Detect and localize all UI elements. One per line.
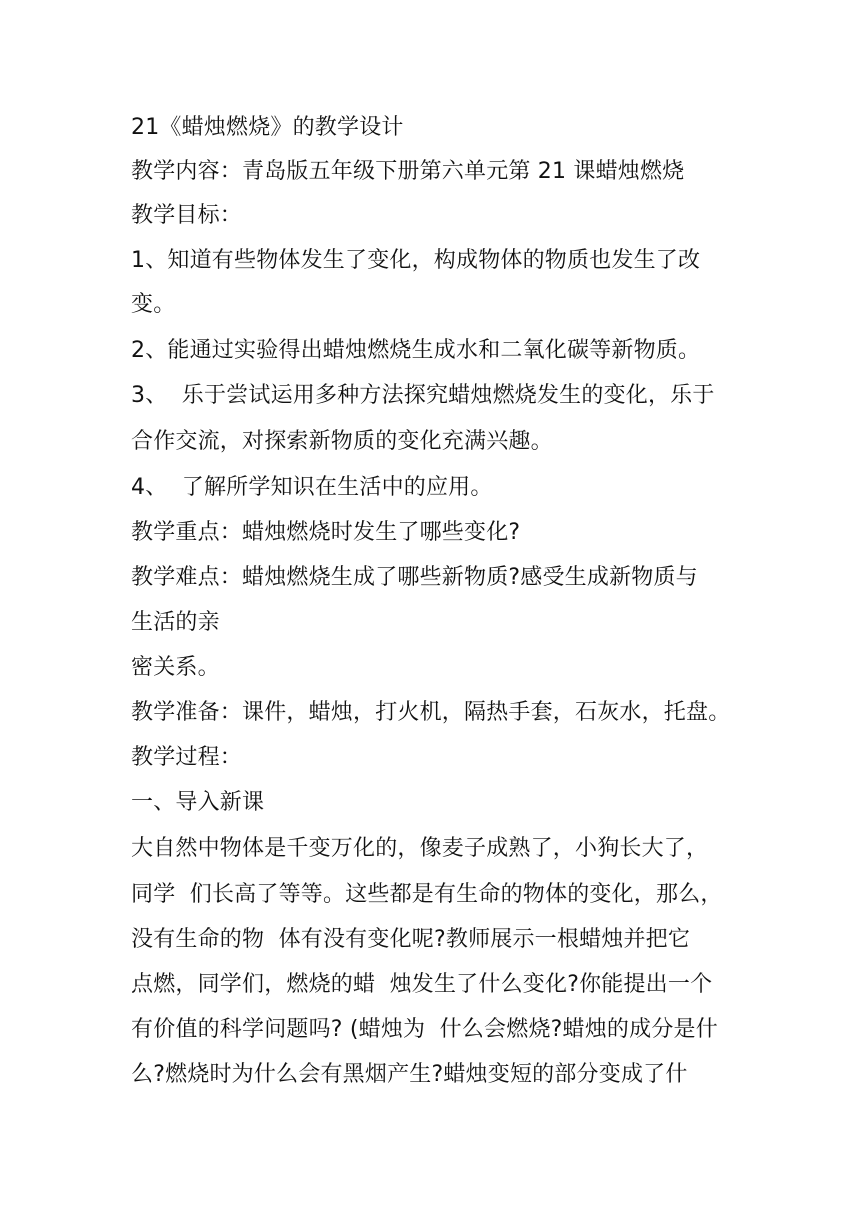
text-line: 教学过程：: [131, 745, 243, 770]
text-line: 同学 们长高了等等。这些都是有生命的物体的变化，那么，: [131, 882, 723, 907]
text-line: 4、 了解所学知识在生活中的应用。: [131, 475, 493, 500]
section-heading: 一、导入新课: [131, 790, 265, 815]
text-line: 2、能通过实验得出蜡烛燃烧生成水和二氧化碳等新物质。: [131, 338, 701, 363]
text-line: 教学难点：蜡烛燃烧生成了哪些新物质?感受生成新物质与: [131, 565, 698, 590]
text-line: 教学重点：蜡烛燃烧时发生了哪些变化?: [131, 520, 521, 545]
text-line: 3、 乐于尝试运用多种方法探究蜡烛燃烧发生的变化，乐于: [131, 383, 715, 408]
text-line: 教学内容：青岛版五年级下册第六单元第 21 课蜡烛燃烧: [131, 159, 685, 184]
text-line: 有价值的科学问题吗? (蜡烛为 什么会燃烧?蜡烛的成分是什: [131, 1017, 718, 1042]
document-title: 21《蜡烛燃烧》的教学设计: [131, 115, 404, 140]
text-line: 变。: [131, 292, 176, 317]
text-line: 大自然中物体是千变万化的，像麦子成熟了，小狗长大了，: [131, 836, 709, 861]
text-line: 合作交流，对探索新物质的变化充满兴趣。: [131, 429, 553, 454]
text-line: 密关系。: [131, 655, 220, 680]
text-line: 么?燃烧时为什么会有黑烟产生?蜡烛变短的部分变成了什: [131, 1062, 688, 1087]
text-line: 生活的亲: [131, 610, 220, 635]
text-line: 没有生命的物 体有没有变化呢?教师展示一根蜡烛并把它: [131, 927, 691, 952]
text-line: 1、知道有些物体发生了变化，构成物体的物质也发生了改: [131, 248, 701, 273]
text-line: 点燃，同学们，燃烧的蜡 烛发生了什么变化?你能提出一个: [131, 972, 713, 997]
text-line: 教学准备：课件，蜡烛，打火机，隔热手套，石灰水，托盘。: [131, 700, 731, 725]
text-line: 教学目标：: [131, 203, 243, 228]
